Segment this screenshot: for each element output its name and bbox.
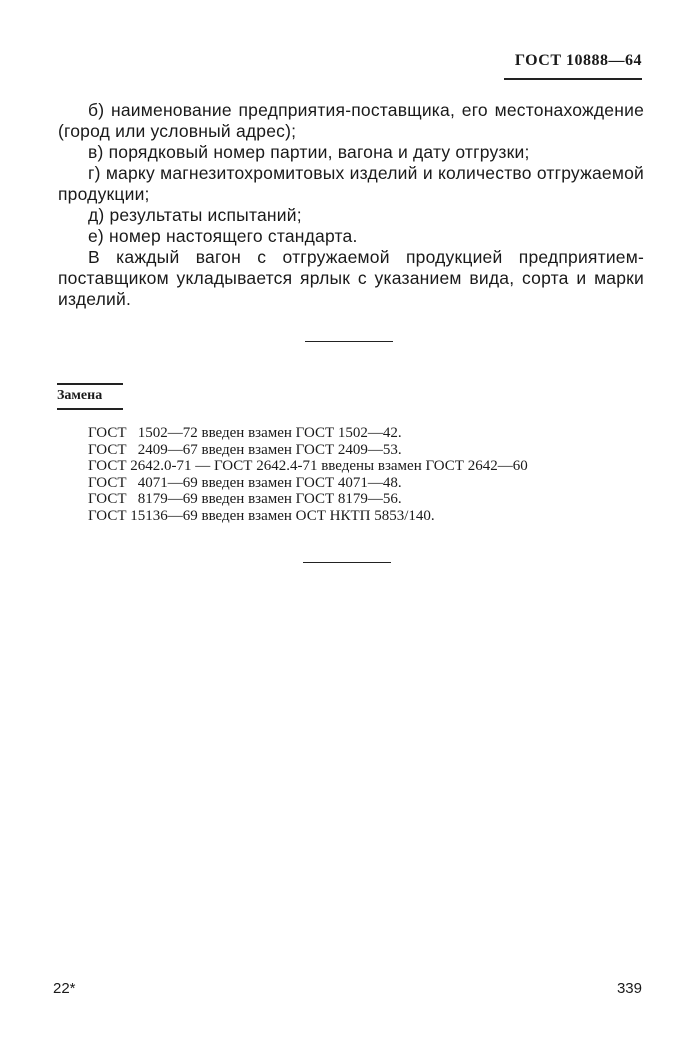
- standard-number: ГОСТ 10888—64: [514, 52, 642, 69]
- section-divider: [305, 341, 393, 342]
- running-header: [515, 52, 642, 70]
- signature-mark: 22*: [53, 980, 76, 997]
- page-number: 339: [616, 980, 642, 997]
- paragraph-e: е) номер настоящего стандарта.: [88, 226, 358, 246]
- replacement-list: [88, 425, 528, 524]
- replacement-item: ГОСТ 15136—69 введен взамен ОСТ НКТП 5853/140.: [88, 507, 435, 524]
- replacement-item: ГОСТ 2642.0-71 — ГОСТ 2642.4-71 введены взамен ГОСТ 2642—60: [88, 458, 528, 474]
- paragraph-d: д) результаты испытаний;: [88, 205, 302, 225]
- paragraph-v: в) порядковый номер партии, вагона и дату отгрузки;: [88, 142, 530, 162]
- replacement-title: Замена: [57, 383, 123, 410]
- replacement-item: ГОСТ 1502—72 введен взамен ГОСТ 1502—42.: [88, 425, 402, 441]
- end-divider: [303, 562, 391, 563]
- paragraph-g: г) марку магнезитохромитовых изделий и количество отгружаемой продукции;: [58, 163, 644, 204]
- replacement-heading-block: [57, 383, 123, 410]
- header-rule: [504, 78, 642, 80]
- replacement-item: ГОСТ 8179—69 введен взамен ГОСТ 8179—56.: [88, 491, 402, 507]
- paragraph-b: б) наименование предприятия-поставщика, его местонахождение (город или условный адрес);: [58, 100, 644, 141]
- replacement-item: ГОСТ 2409—67 введен взамен ГОСТ 2409—53.: [88, 441, 402, 458]
- replacement-item: ГОСТ 4071—69 введен взамен ГОСТ 4071—48.: [88, 474, 402, 491]
- body-text: [58, 100, 644, 310]
- paragraph-label: В каждый вагон с отгружаемой продукцией предприятием-поставщиком укладывается ярлык с указанием вида, сорта и марки изделий.: [58, 247, 644, 309]
